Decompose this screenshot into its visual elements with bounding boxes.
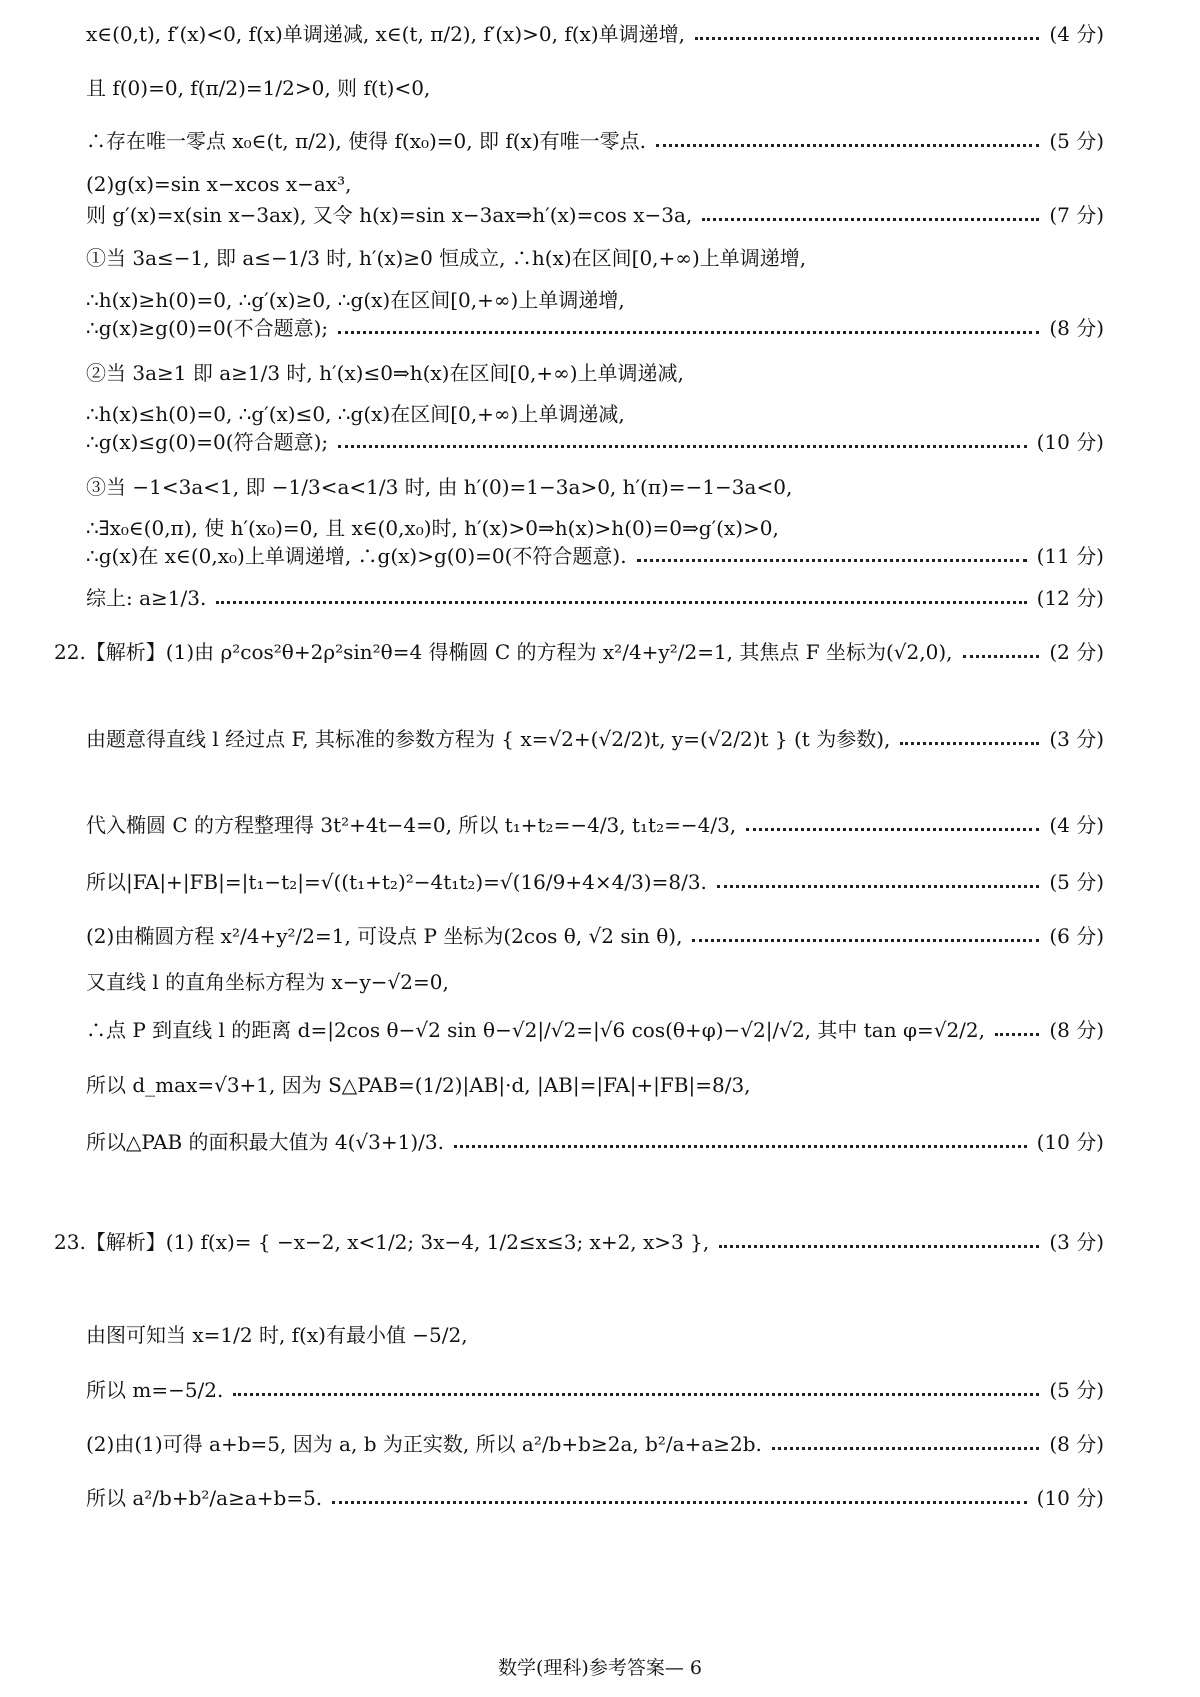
score-mark: (10 分) — [1036, 1130, 1104, 1154]
line-text: 所以 a²/b+b²/a≥a+b=5. — [86, 1486, 323, 1510]
score-mark: (8 分) — [1049, 1432, 1104, 1456]
dotted-leader — [695, 37, 1039, 40]
line-text: 且 f(0)=0, f(π/2)=1/2>0, 则 f(t)<0, — [86, 76, 431, 100]
solution-line — [54, 1232, 1104, 1252]
score-mark: (11 分) — [1036, 544, 1104, 568]
solution-line — [86, 972, 1104, 992]
dotted-leader — [692, 939, 1039, 942]
line-text: 又直线 l 的直角坐标方程为 x−y−√2=0, — [86, 970, 449, 994]
solution-line — [86, 1488, 1104, 1508]
line-text: 代入椭圆 C 的方程整理得 3t²+4t−4=0, 所以 t₁+t₂=−4/3, t₁t₂=−4/3, — [86, 813, 737, 837]
line-text: 所以 m=−5/2. — [86, 1378, 224, 1402]
score-mark: (10 分) — [1036, 1486, 1104, 1510]
dotted-leader — [216, 601, 1026, 604]
score-mark: (5 分) — [1049, 129, 1104, 153]
dotted-leader — [900, 742, 1039, 745]
solution-line — [86, 318, 1104, 338]
line-text: ∴h(x)≥h(0)=0, ∴g′(x)≥0, ∴g(x)在区间[0,+∞)上单调递增, — [86, 288, 625, 312]
dotted-leader — [719, 1245, 1039, 1248]
solution-line — [86, 1132, 1104, 1152]
score-mark: (8 分) — [1049, 316, 1104, 340]
score-mark: (8 分) — [1049, 1018, 1104, 1042]
dotted-leader — [717, 885, 1039, 888]
solution-line — [86, 815, 1104, 835]
line-text: 22.【解析】(1)由 ρ²cos²θ+2ρ²sin²θ=4 得椭圆 C 的方程为 x²/4+y²/2=1, 其焦点 F 坐标为(√2,0), — [54, 640, 953, 664]
dotted-leader — [963, 655, 1040, 658]
dotted-leader — [995, 1033, 1039, 1036]
solution-line — [86, 290, 1104, 310]
line-text: ∴h(x)≤h(0)=0, ∴g′(x)≤0, ∴g(x)在区间[0,+∞)上单调递减, — [86, 402, 625, 426]
solution-line — [86, 248, 1104, 268]
line-text: ③当 −1<3a<1, 即 −1/3<a<1/3 时, 由 h′(0)=1−3a>0, h′(π)=−1−3a<0, — [86, 475, 793, 499]
solution-line — [86, 1434, 1104, 1454]
dotted-leader — [702, 218, 1039, 221]
line-text: ②当 3a≥1 即 a≥1/3 时, h′(x)≤0⇒h(x)在区间[0,+∞)上单调递减, — [86, 361, 684, 385]
line-text: 所以△PAB 的面积最大值为 4(√3+1)/3. — [86, 1130, 444, 1154]
line-text: x∈(0,t), f′(x)<0, f(x)单调递减, x∈(t, π/2), f′(x)>0, f(x)单调递增, — [86, 22, 685, 46]
line-text: 所以|FA|+|FB|=|t₁−t₂|=√((t₁+t₂)²−4t₁t₂)=√(16/9+4×4/3)=8/3. — [86, 870, 707, 894]
solution-line — [86, 131, 1104, 151]
page-footer: 数学(理科)参考答案— 6 — [498, 1657, 702, 1679]
dotted-leader — [637, 559, 1027, 562]
line-text: (2)由(1)可得 a+b=5, 因为 a, b 为正实数, 所以 a²/b+b≥2a, b²/a+a≥2b. — [86, 1432, 762, 1456]
score-mark: (3 分) — [1049, 1230, 1104, 1254]
dotted-leader — [746, 828, 1039, 831]
line-text: 由图可知当 x=1/2 时, f(x)有最小值 −5/2, — [86, 1323, 468, 1347]
solution-line — [86, 205, 1104, 225]
line-text: 所以 d_max=√3+1, 因为 S△PAB=(1/2)|AB|·d, |AB|=|FA|+|FB|=8/3, — [86, 1073, 751, 1097]
score-mark: (12 分) — [1036, 586, 1104, 610]
solution-line — [86, 1380, 1104, 1400]
solution-line — [86, 872, 1104, 892]
line-text: 综上: a≥1/3. — [86, 586, 207, 610]
solution-line — [86, 588, 1104, 608]
solution-line — [86, 432, 1104, 452]
score-mark: (10 分) — [1036, 430, 1104, 454]
dotted-leader — [338, 445, 1026, 448]
line-text: ∴点 P 到直线 l 的距离 d=|2cos θ−√2 sin θ−√2|/√2=|√6 cos(θ+φ)−√2|/√2, 其中 tan φ=√2/2, — [86, 1018, 985, 1042]
solution-line — [86, 477, 1104, 497]
solution-line — [86, 363, 1104, 383]
dotted-leader — [454, 1145, 1027, 1148]
score-mark: (2 分) — [1049, 640, 1104, 664]
score-mark: (4 分) — [1049, 22, 1104, 46]
score-mark: (7 分) — [1049, 203, 1104, 227]
line-text: ①当 3a≤−1, 即 a≤−1/3 时, h′(x)≥0 恒成立, ∴h(x)在区间[0,+∞)上单调递增, — [86, 246, 807, 270]
dotted-leader — [772, 1447, 1039, 1450]
score-mark: (5 分) — [1049, 870, 1104, 894]
line-text: ∴∃x₀∈(0,π), 使 h′(x₀)=0, 且 x∈(0,x₀)时, h′(x)>0⇒h(x)>h(0)=0⇒g′(x)>0, — [86, 516, 779, 540]
score-mark: (4 分) — [1049, 813, 1104, 837]
solution-line — [86, 1075, 1104, 1095]
solution-line — [86, 518, 1104, 538]
solution-line — [86, 24, 1104, 44]
dotted-leader — [332, 1501, 1026, 1504]
line-text: ∴存在唯一零点 x₀∈(t, π/2), 使得 f(x₀)=0, 即 f(x)有唯一零点. — [86, 129, 646, 153]
dotted-leader — [338, 331, 1039, 334]
solution-line — [86, 926, 1104, 946]
solution-line — [86, 174, 1104, 194]
score-mark: (6 分) — [1049, 924, 1104, 948]
line-text: 23.【解析】(1) f(x)= { −x−2, x<1/2; 3x−4, 1/2≤x≤3; x+2, x>3 }, — [54, 1230, 710, 1254]
line-text: ∴g(x)≤g(0)=0(符合题意); — [86, 430, 329, 454]
solution-line — [86, 78, 1104, 98]
solution-line — [86, 729, 1104, 749]
line-text: (2)由椭圆方程 x²/4+y²/2=1, 可设点 P 坐标为(2cos θ, √2 sin θ), — [86, 924, 683, 948]
solution-line — [86, 1020, 1104, 1040]
score-mark: (5 分) — [1049, 1378, 1104, 1402]
line-text: (2)g(x)=sin x−xcos x−ax³, — [86, 172, 352, 196]
solution-line — [86, 1325, 1104, 1345]
dotted-leader — [656, 144, 1039, 147]
solution-line — [86, 546, 1104, 566]
dotted-leader — [233, 1393, 1039, 1396]
line-text: ∴g(x)在 x∈(0,x₀)上单调递增, ∴g(x)>g(0)=0(不符合题意). — [86, 544, 627, 568]
line-text: ∴g(x)≥g(0)=0(不合题意); — [86, 316, 329, 340]
solution-line — [54, 642, 1104, 662]
solution-line — [86, 404, 1104, 424]
line-text: 则 g′(x)=x(sin x−3ax), 又令 h(x)=sin x−3ax⇒h′(x)=cos x−3a, — [86, 203, 693, 227]
line-text: 由题意得直线 l 经过点 F, 其标准的参数方程为 { x=√2+(√2/2)t, y=(√2/2)t } (t 为参数), — [86, 727, 891, 751]
score-mark: (3 分) — [1049, 727, 1104, 751]
